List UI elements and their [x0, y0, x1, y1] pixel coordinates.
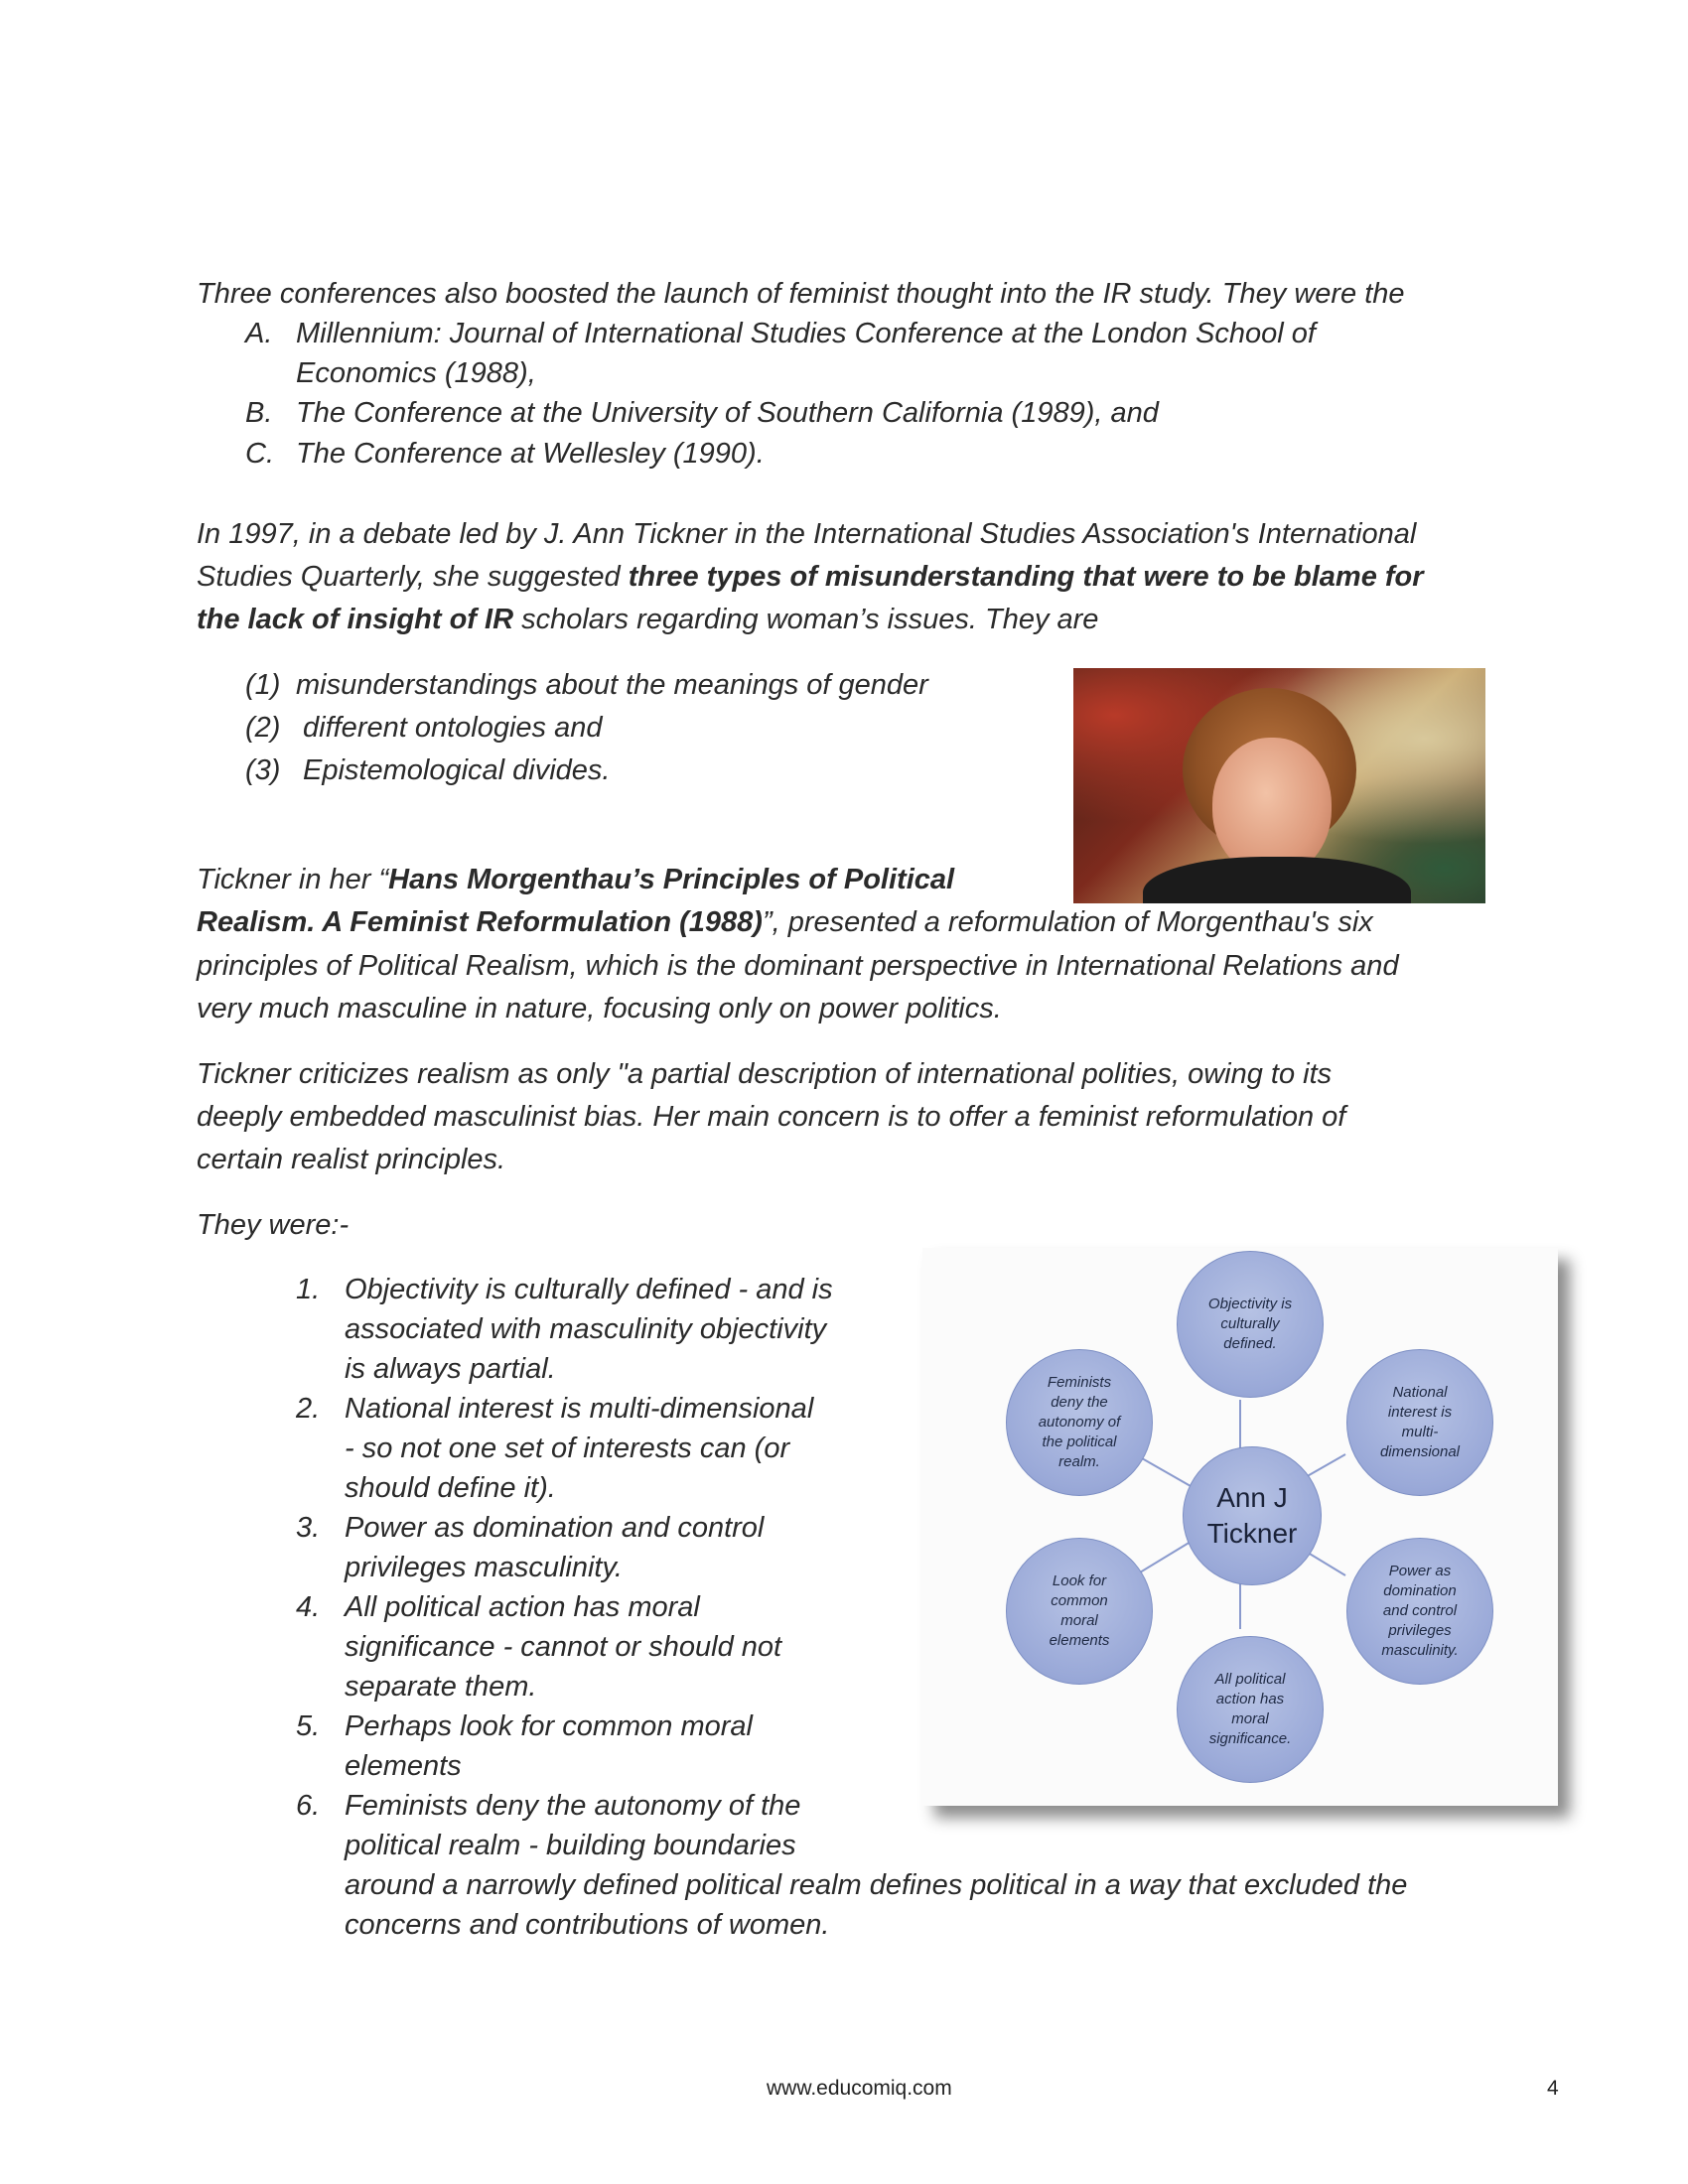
paragraph-line: principles of Political Realism, which is the dominant perspective in International Relations and [197, 950, 1399, 982]
node-text: autonomy of [1038, 1414, 1121, 1431]
list-item: Perhaps look for common moral [345, 1710, 753, 1742]
node-text: moral [1060, 1612, 1098, 1629]
node-political-action [1177, 1636, 1324, 1783]
list-item: separate them. [345, 1671, 537, 1703]
node-objectivity [1177, 1251, 1324, 1398]
node-text: masculinity. [1381, 1642, 1459, 1659]
list-item: different ontologies and [303, 712, 603, 744]
list-marker: 5. [296, 1710, 321, 1742]
bold-text: Hans Morgenthau’s Principles of Political [388, 864, 955, 895]
list-item: Power as domination and control [345, 1512, 765, 1544]
node-text: domination [1383, 1582, 1457, 1599]
list-marker: (1) [245, 669, 281, 701]
node-political-autonomy [1006, 1349, 1153, 1496]
list-marker: 1. [296, 1274, 321, 1305]
text-span: ”, presented a reformulation of Morgenthau's six [762, 906, 1373, 938]
node-text: National [1392, 1384, 1448, 1401]
list-marker: (2) [245, 712, 281, 744]
paragraph-line: very much masculine in nature, focusing only on power politics. [197, 993, 1002, 1024]
node-text: deny the [1051, 1394, 1108, 1411]
list-marker: (3) [245, 754, 281, 786]
node-text: the political [1042, 1433, 1117, 1450]
node-text: moral [1231, 1710, 1269, 1727]
list-item: Feminists deny the autonomy of the [345, 1790, 801, 1822]
text-span: Tickner in her “ [197, 864, 389, 895]
node-national-interest [1346, 1349, 1493, 1496]
node-text: Power as [1388, 1563, 1452, 1579]
conference-item: The Conference at the University of Southern California (1989), and [296, 397, 1159, 429]
list-item: All political action has moral [345, 1591, 700, 1623]
node-power [1346, 1538, 1493, 1685]
page-number: 4 [1547, 2077, 1559, 2100]
intro-text: Three conferences also boosted the launch of feminist thought into the IR study. They were the [197, 278, 1405, 310]
node-text: elements [1049, 1632, 1110, 1649]
node-text: realm. [1058, 1453, 1100, 1470]
list-item: National interest is multi-dimensional [345, 1393, 814, 1425]
node-text: multi- [1401, 1424, 1439, 1440]
list-marker: 6. [296, 1790, 321, 1822]
footer-url: www.educomiq.com [767, 2077, 952, 2100]
node-text: and control [1382, 1602, 1458, 1619]
text-span: Studies Quarterly, she suggested [197, 561, 629, 593]
node-text: interest is [1387, 1404, 1453, 1421]
conference-item: The Conference at Wellesley (1990). [296, 438, 765, 470]
node-text: dimensional [1379, 1443, 1461, 1460]
list-marker: 2. [296, 1393, 321, 1425]
list-item: misunderstandings about the meanings of gender [296, 669, 928, 701]
conference-item: Millennium: Journal of International Studies Conference at the London School of [296, 318, 1316, 349]
list-item: is always partial. [345, 1353, 556, 1385]
node-text: Objectivity is [1207, 1296, 1293, 1312]
paragraph-line: In 1997, in a debate led by J. Ann Tickner in the International Studies Association's International [197, 518, 1417, 550]
list-item: Objectivity is culturally defined - and is [345, 1274, 833, 1305]
list-item: political realm - building boundaries [345, 1830, 796, 1861]
node-text: common [1051, 1592, 1108, 1609]
list-item: associated with masculinity objectivity [345, 1313, 827, 1345]
center-node-ann-tickner [1183, 1446, 1322, 1585]
bold-text: the lack of insight of IR [197, 604, 514, 635]
ann-tickner-photo [1073, 668, 1485, 903]
node-text: Tickner [1206, 1518, 1298, 1549]
paragraph-line [197, 604, 1098, 636]
list-item: significance - cannot or should not [345, 1631, 782, 1663]
conference-marker: B. [245, 397, 273, 429]
bold-text: three types of misunderstanding that were to be blame for [628, 561, 1424, 593]
node-text: culturally [1220, 1315, 1280, 1332]
list-item: should define it). [345, 1472, 556, 1504]
node-text: Ann J [1216, 1482, 1288, 1513]
list-item: - so not one set of interests can (or [345, 1433, 790, 1464]
conference-marker: C. [245, 438, 274, 470]
list-marker: 3. [296, 1512, 321, 1544]
list-item: Epistemological divides. [303, 754, 611, 786]
list-item: around a narrowly defined political realm defines political in a way that excluded the [345, 1869, 1408, 1901]
list-item: privileges masculinity. [345, 1552, 623, 1583]
list-item: elements [345, 1750, 462, 1782]
conference-marker: A. [245, 318, 273, 349]
node-text: action has [1215, 1691, 1285, 1707]
paragraph-line: deeply embedded masculinist bias. Her main concern is to offer a feminist reformulation of [197, 1101, 1346, 1133]
node-text: Feminists [1047, 1374, 1112, 1391]
bold-text: Realism. A Feminist Reformulation (1988) [197, 906, 763, 938]
node-text: defined. [1223, 1335, 1277, 1352]
list-item: concerns and contributions of women. [345, 1909, 830, 1941]
paragraph-line [197, 561, 1424, 594]
paragraph-line: Tickner criticizes realism as only "a partial description of international polities, owing to its [197, 1058, 1333, 1090]
paragraph-line [197, 864, 954, 896]
conference-item: Economics (1988), [296, 357, 536, 389]
node-text: All political [1214, 1671, 1286, 1688]
node-text: Look for [1052, 1572, 1107, 1589]
paragraph-line: certain realist principles. [197, 1144, 506, 1175]
tickner-principles-diagram [922, 1248, 1558, 1806]
node-text: privileges [1388, 1622, 1452, 1639]
they-were-label: They were:- [197, 1209, 350, 1241]
paragraph-line [197, 906, 1373, 939]
text-span: scholars regarding woman’s issues. They are [513, 604, 1099, 635]
node-text: significance. [1208, 1730, 1292, 1747]
node-common-moral [1006, 1538, 1153, 1685]
list-marker: 4. [296, 1591, 321, 1623]
